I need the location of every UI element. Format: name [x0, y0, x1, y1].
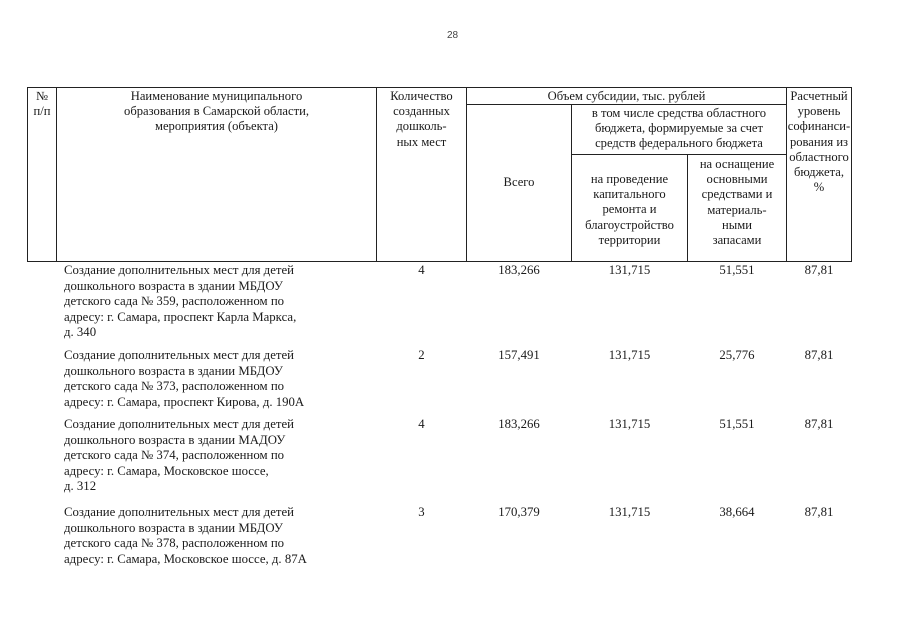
row-cofinancing: 87,81	[804, 417, 834, 431]
row-cofinancing: 87,81	[804, 348, 834, 362]
row-equipment: 51,551	[719, 417, 755, 431]
row-cofinancing: 87,81	[804, 505, 834, 519]
row-cofinancing: 87,81	[804, 263, 834, 277]
row-places: 4	[418, 417, 425, 431]
row-name: Создание дополнительных мест для детей дошкольного возраста в здании МБДОУ детского сада № 373, расположенном по адресу: г. Самара, проспект Кирова, д. 190А	[64, 348, 305, 409]
header-equipment: на оснащение основными средствами и материаль- ными запасами	[699, 157, 775, 248]
row-capital: 131,715	[608, 263, 651, 277]
header-number: № п/п	[33, 89, 51, 119]
header-capital-repair: на проведение капитального ремонта и благоустройство территории	[585, 172, 674, 247]
header-cofinancing: Расчетный уровень софинанси- рования из областного бюджета, %	[787, 89, 851, 195]
row-places: 3	[418, 505, 425, 519]
row-total: 183,266	[498, 417, 540, 431]
header-subsidy: Объем субсидии, тыс. рублей	[547, 89, 706, 103]
row-capital: 131,715	[608, 348, 651, 362]
header-places: Количество созданных дошколь- ных мест	[390, 89, 453, 149]
row-total: 170,379	[498, 505, 540, 519]
row-capital: 131,715	[608, 417, 651, 431]
header-name: Наименование муниципального образования в Самарской области, мероприятия (объекта)	[124, 89, 309, 134]
header-regional: в том числе средства областного бюджета, формируемые за счет средств федерального бюджета	[591, 106, 767, 151]
row-total: 183,266	[498, 263, 540, 277]
row-places: 4	[418, 263, 425, 277]
row-equipment: 51,551	[719, 263, 755, 277]
page-number: 28	[446, 30, 459, 41]
row-places: 2	[418, 348, 425, 362]
row-name: Создание дополнительных мест для детей дошкольного возраста в здании МАДОУ детского сада № 374, расположенном по адресу: г. Самара, Московское шоссе, д. 312	[64, 417, 294, 494]
row-capital: 131,715	[608, 505, 651, 519]
row-equipment: 38,664	[719, 505, 755, 519]
row-name: Создание дополнительных мест для детей дошкольного возраста в здании МБДОУ детского сада № 378, расположенном по адресу: г. Самара, Московское шоссе, д. 87А	[64, 505, 307, 566]
row-equipment: 25,776	[719, 348, 755, 362]
header-total: Всего	[503, 175, 535, 189]
row-name: Создание дополнительных мест для детей дошкольного возраста в здании МБДОУ детского сада № 359, расположенном по адресу: г. Самара, проспект Карла Маркса, д. 340	[64, 263, 297, 340]
row-total: 157,491	[498, 348, 540, 362]
